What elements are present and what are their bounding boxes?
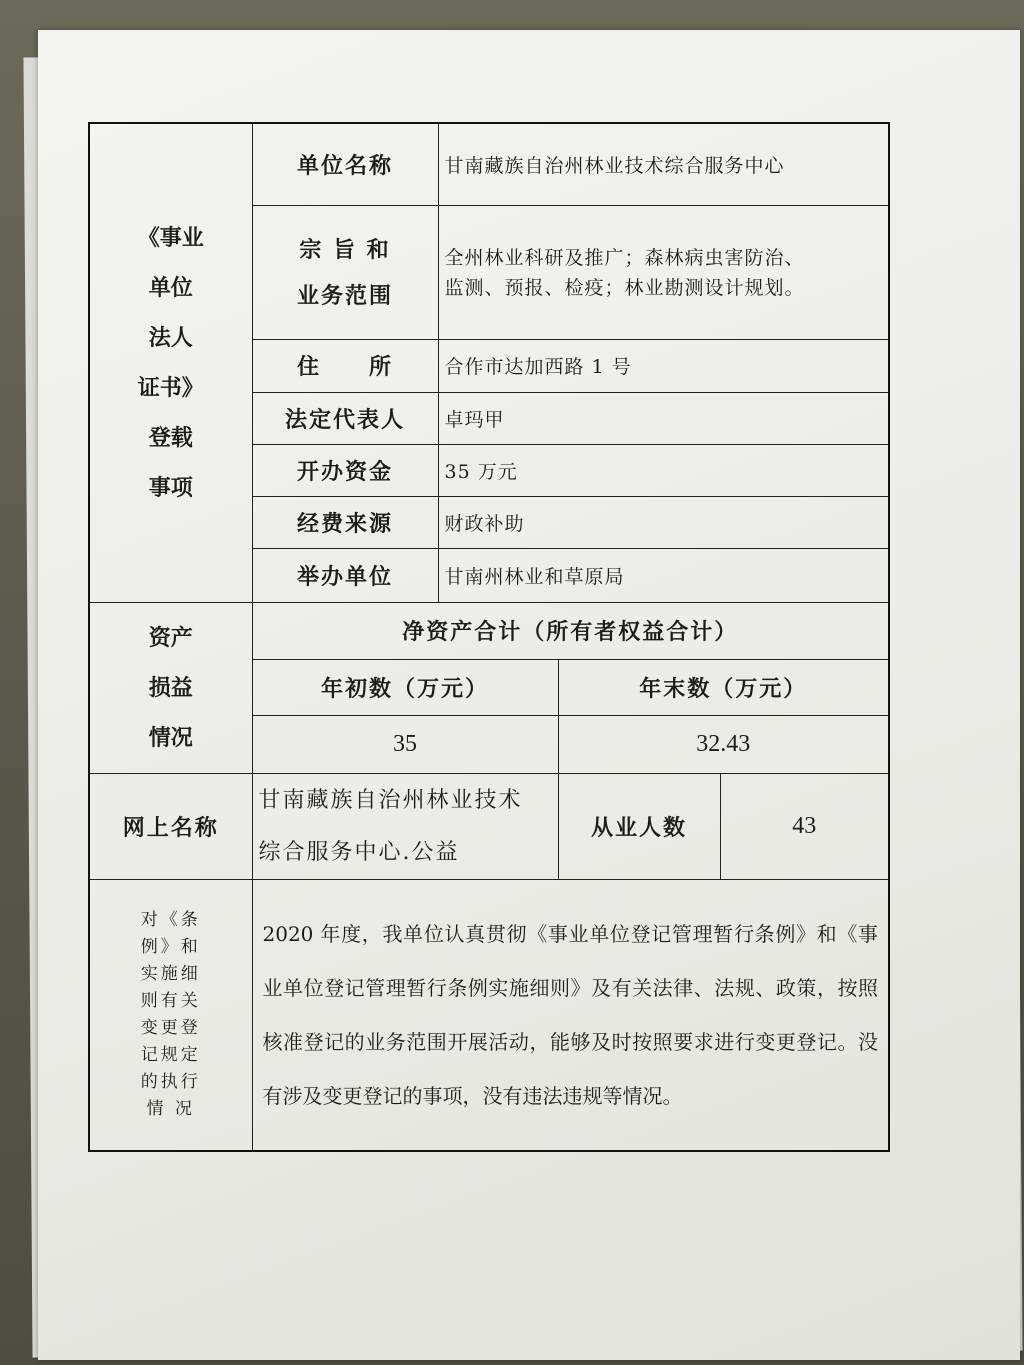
row-compliance — [89, 880, 889, 1151]
sponsor-unit-value: 甘南州林业和草原局 — [438, 549, 889, 603]
row-unit-name — [89, 123, 889, 205]
funding-source-value: 财政补助 — [438, 496, 889, 548]
year-begin-header: 年初数（万元） — [252, 659, 558, 715]
staff-count-value: 43 — [720, 774, 889, 880]
year-end-header: 年末数（万元） — [558, 659, 889, 715]
funding-source-label: 经费来源 — [252, 496, 438, 548]
year-begin-value: 35 — [252, 715, 558, 773]
legal-representative-value: 卓玛甲 — [438, 392, 889, 444]
legal-representative-label: 法定代表人 — [252, 392, 438, 444]
year-end-value: 32.43 — [558, 715, 889, 773]
unit-name-label: 单位名称 — [252, 123, 438, 205]
certificate-items-label: 《事业 单位 法人 证书》 登载 事项 — [89, 123, 252, 603]
startup-funds-label: 开办资金 — [252, 444, 438, 496]
assets-status-label: 资产 损益 情况 — [89, 603, 252, 774]
row-net-assets-header — [89, 603, 889, 659]
address-value: 合作市达加西路 1 号 — [438, 340, 889, 392]
address-label: 住 所 — [252, 340, 438, 392]
startup-funds-value: 35 万元 — [438, 444, 889, 496]
staff-count-label: 从业人数 — [558, 774, 720, 880]
purpose-scope-value: 全州林业科研及推广；森林病虫害防治、 监测、预报、检疫；林业勘测设计规划。 — [438, 205, 889, 340]
unit-name-value: 甘南藏族自治州林业技术综合服务中心 — [438, 123, 889, 205]
purpose-scope-label: 宗 旨 和 业务范围 — [252, 205, 438, 340]
sponsor-unit-label: 举办单位 — [252, 549, 438, 603]
registration-form-table — [88, 122, 890, 1152]
online-name-value: 甘南藏族自治州林业技术 综合服务中心.公益 — [252, 774, 558, 880]
net-assets-header: 净资产合计（所有者权益合计） — [252, 603, 889, 659]
online-name-label: 网上名称 — [89, 774, 252, 880]
compliance-text: 2020 年度，我单位认真贯彻《事业单位登记管理暂行条例》和《事业单位登记管理暂行条例实施细则》及有关法律、法规、政策，按照核准登记的业务范围开展活动，能够及时按照要求进行变更登记。没有涉及变更登记的事项，没有违法违规等情况。 — [252, 880, 889, 1151]
compliance-label: 对《条 例》和 实施细 则有关 变更登 记规定 的执行 情 况 — [89, 880, 252, 1151]
row-online-name — [89, 774, 889, 880]
